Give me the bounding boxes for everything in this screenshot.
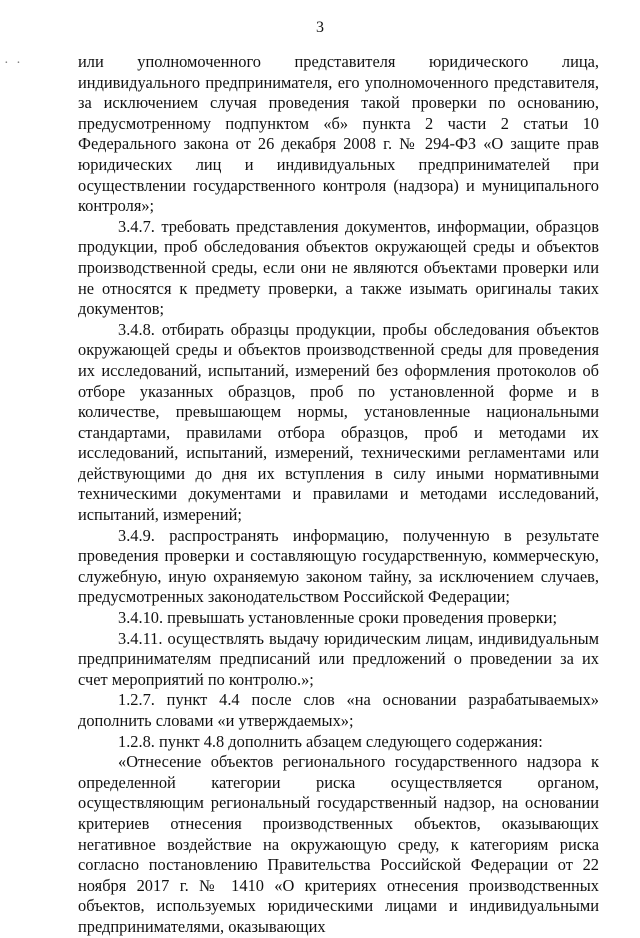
paragraph-3-4-8: 3.4.8. отбирать образцы продукции, пробы обследования объектов окружающей среды и объектов производственной среды для проведения их исследований, испытаний, измерений без оформления протоколов об отборе указанных образцов, проб по установленной форме и в количестве, превышающем нормы, установленные национальными стандартами, правилами отбора образцов, проб и методами их исследований, испытаний, измерений, техническими регламентами или действующими до дня их вступления в силу иными нормативными техническими документами и правилами и методами исследований, испытаний, измерений;	[78, 319, 599, 525]
paragraph-1-2-8: 1.2.8. пункт 4.8 дополнить абзацем следующего содержания:	[118, 731, 543, 751]
paragraph-1-2-7: 1.2.7. пункт 4.4 после слов «на основании разрабатываемых» дополнить словами «и утверждаемых»;	[78, 690, 599, 730]
document-body	[78, 52, 599, 938]
paragraph-quote: «Отнесение объектов регионального государственного надзора к определенной категории риска осуществляется органом, осуществляющим региональный государственный надзор, на основании критериев отнесения производственных объектов, оказывающих негативное воздействие на окружающую среду, к категориям риска согласно постановлению Правительства Российской Федерации от 22 ноября 2017 г. № 1410 «О критериях отнесения производственных объектов, используемых юридическими лицами и индивидуальными предпринимателями, оказывающих	[78, 752, 599, 936]
paragraph-3-4-7: 3.4.7. требовать представления документов, информации, образцов продукции, проб обследования объектов окружающей среды и объектов производственной среды, если они не являются объектами проверки или не относятся к предмету проверки, а также изымать оригиналы таких документов;	[78, 216, 599, 319]
margin-mark: · ·	[4, 56, 23, 71]
paragraph-3-4-11: 3.4.11. осуществлять выдачу юридическим лицам, индивидуальным предпринимателям предписаний или предложений о проведении за их счет мероприятий по контролю.»;	[78, 628, 599, 689]
paragraph-3-4-10: 3.4.10. превышать установленные сроки проведения проверки;	[118, 608, 558, 628]
paragraph-3-4-9: 3.4.9. распространять информацию, полученную в результате проведения проверки и составляющую государственную, коммерческую, служебную, иную охраняемую законом тайну, за исключением случаев, предусмотренных законодательством Российской Федерации;	[78, 525, 599, 607]
page-number: 3	[316, 19, 324, 36]
paragraph-continuation: или уполномоченного представителя юридического лица, индивидуального предпринимателя, его уполномоченного представителя, за исключением случая проведения такой проверки по основанию, предусмотренному подпунктом «б» пункта 2 части 2 статьи 10 Федерального закона от 26 декабря 2008 г. № 294-ФЗ «О защите прав юридических лиц и индивидуальных предпринимателей при осуществлении государственного контроля (надзора) и муниципального контроля»;	[78, 52, 599, 216]
